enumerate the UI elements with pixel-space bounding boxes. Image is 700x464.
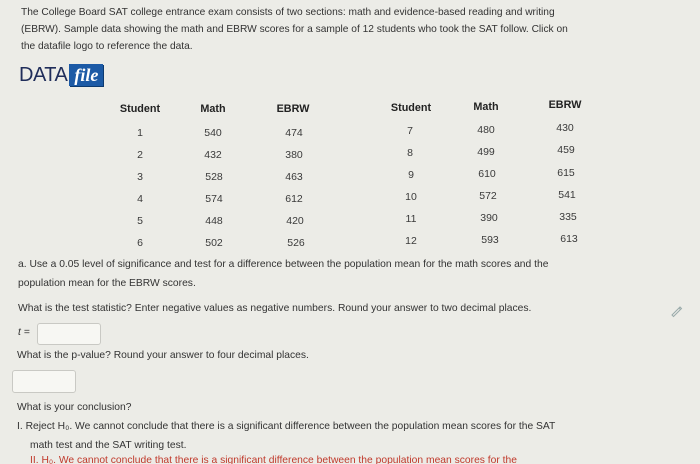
header-math-left: Math <box>200 103 226 115</box>
table-cell: 3 <box>137 171 143 183</box>
table-cell: 6 <box>137 237 143 249</box>
table-cell: 11 <box>405 213 417 225</box>
option-1-line-1: I. Reject H₀. We cannot conclude that there is a significant difference between the population mean scores for the SAT <box>17 421 556 432</box>
table-cell: 612 <box>285 193 303 205</box>
test-statistic-input[interactable] <box>37 323 101 345</box>
table-cell: 335 <box>559 211 577 223</box>
p-value-prompt: What is the p-value? Round your answer to four decimal places. <box>17 350 309 361</box>
test-statistic-prompt: What is the test statistic? Enter negative values as negative numbers. Round your answer to two decimal places. <box>18 303 532 314</box>
intro-line-2: (EBRW). Sample data showing the math and EBRW scores for a sample of 12 students who took the SAT follow. Click on <box>21 24 568 35</box>
header-student-left: Student <box>119 103 161 115</box>
table-cell: 420 <box>286 215 304 227</box>
table-cell: 12 <box>405 235 417 247</box>
table-cell: 540 <box>204 127 222 139</box>
table-cell: 2 <box>137 149 143 161</box>
header-ebrw-right: EBRW <box>548 99 582 111</box>
table-cell: 430 <box>556 122 574 134</box>
table-cell: 7 <box>407 125 413 137</box>
pencil-icon[interactable] <box>669 304 683 318</box>
intro-line-1: The College Board SAT college entrance exam consists of two sections: math and evidence-based reading and writing <box>21 7 555 18</box>
table-cell: 390 <box>480 212 498 224</box>
table-cell: 1 <box>137 127 143 139</box>
conclusion-prompt: What is your conclusion? <box>17 402 132 413</box>
table-cell: 480 <box>477 124 495 136</box>
table-cell: 463 <box>285 171 303 183</box>
option-2-text: II. H₀. We cannot conclude that there is a significant difference between the population mean scores for the <box>30 455 517 464</box>
table-cell: 613 <box>560 233 578 245</box>
logo-data-text: DATA <box>19 63 68 86</box>
header-student-right: Student <box>390 102 432 114</box>
header-ebrw-left: EBRW <box>276 103 310 115</box>
option-1-line-2: math test and the SAT writing test. <box>30 440 187 451</box>
conclusion-option-2[interactable] <box>30 455 700 464</box>
t-label: t = <box>18 327 30 338</box>
table-cell: 432 <box>204 149 222 161</box>
table-cell: 572 <box>479 190 497 202</box>
table-cell: 502 <box>205 237 223 249</box>
table-cell: 593 <box>481 234 499 246</box>
table-cell: 615 <box>557 167 575 179</box>
table-cell: 541 <box>558 189 576 201</box>
table-cell: 574 <box>205 193 223 205</box>
table-cell: 4 <box>137 193 143 205</box>
table-cell: 5 <box>137 215 143 227</box>
table-cell: 8 <box>407 147 413 159</box>
table-cell: 9 <box>408 169 414 181</box>
intro-line-3: the datafile logo to reference the data. <box>21 41 193 52</box>
table-cell: 474 <box>285 127 303 139</box>
part-a-line-2: population mean for the EBRW scores. <box>18 278 196 289</box>
conclusion-option-1[interactable] <box>17 417 697 455</box>
table-cell: 380 <box>285 149 303 161</box>
table-cell: 10 <box>405 191 417 203</box>
table-cell: 459 <box>557 144 575 156</box>
table-cell: 499 <box>477 146 495 158</box>
logo-file-text: file <box>69 64 103 86</box>
table-cell: 610 <box>478 168 496 180</box>
part-a-question <box>18 255 688 293</box>
part-a-line-1: a. Use a 0.05 level of significance and test for a difference between the population mean for the math scores and the <box>18 259 549 270</box>
p-value-input[interactable] <box>12 370 76 393</box>
table-cell: 526 <box>287 237 305 249</box>
table-cell: 528 <box>205 171 223 183</box>
table-cell: 448 <box>205 215 223 227</box>
header-math-right: Math <box>473 101 499 113</box>
